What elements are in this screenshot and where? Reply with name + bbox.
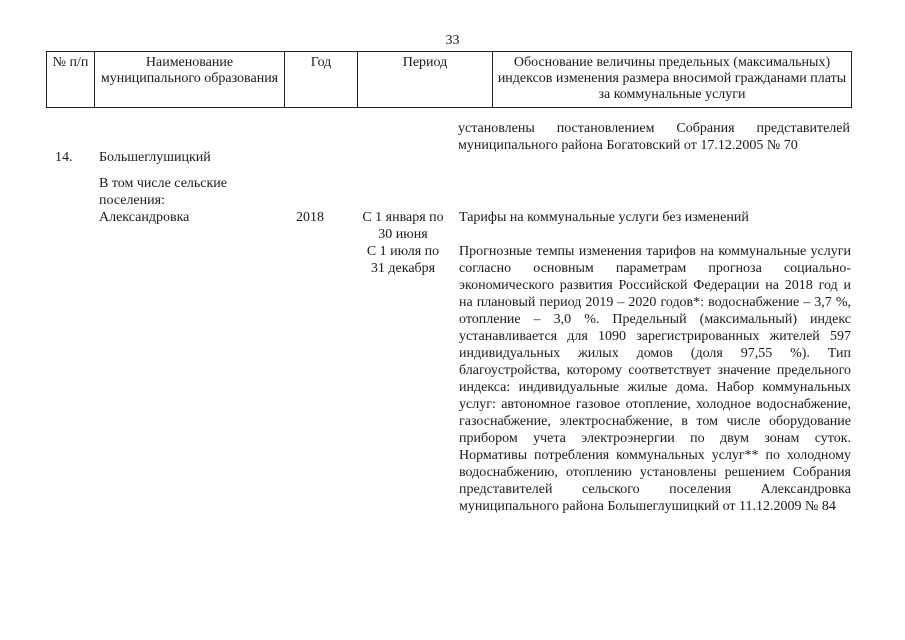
header-name-column: Наименование муниципального образования [95,52,285,107]
period-second-half: С 1 июля по 31 декабря [366,244,440,276]
header-number-column: № п/п [47,52,95,107]
row-14-number: 14. [55,150,73,165]
basis-second-half: Прогнозные темпы изменения тарифов на коммунальные услуги согласно основным параметрам прогноза социально-экономического развития Российской Федерации на 2018 год и на плановый период 2019 – 2020 годов*: водоснабжение – 3,7 %, отопление – 3,0 %. Предельный (максимальный) индекс устанавливается для 1090 зарегистрированных жителей 597 индивидуальных жилых домов (доля 97,55 %). Тип благоустройства, которому соответствует значение предельного индекса: индивидуальные жилые дома. Набор коммунальных услуг: автономное газовое отопление, холодное водоснабжение, газоснабжение, электроснабжение, в том числе оборудование прибором учета электроэнергии по двум зонам суток. Нормативы потребления коммунальных услуг** по холодному водоснабжению, отоплению установлены решением Собрания представителей сельского поселения Александровка муниципального района Большеглушицкий от 11.12.2009 № 84 [459,244,851,514]
settlement-name: Александровка [99,210,190,225]
header-year-column: Год [285,52,358,107]
table-header [46,51,852,108]
header-period-column: Период [358,52,493,107]
settlement-year: 2018 [296,210,324,225]
period-first-half: С 1 января по 30 июня [362,210,444,242]
page-number: 33 [445,33,460,48]
subheading-rural-settlements: В том числе сельские поселения: [99,176,228,208]
continuation-text: установлены постановлением Собрания представителей муниципального района Богатовский от 17.12.2005 № 70 [458,121,850,153]
header-basis-column: Обоснование величины предельных (максимальных) индексов изменения размера вносимой гражданами платы за коммунальные услуги [497,55,847,102]
basis-first-half: Тарифы на коммунальные услуги без изменений [459,210,749,225]
row-14-name: Большеглушицкий [99,150,211,165]
